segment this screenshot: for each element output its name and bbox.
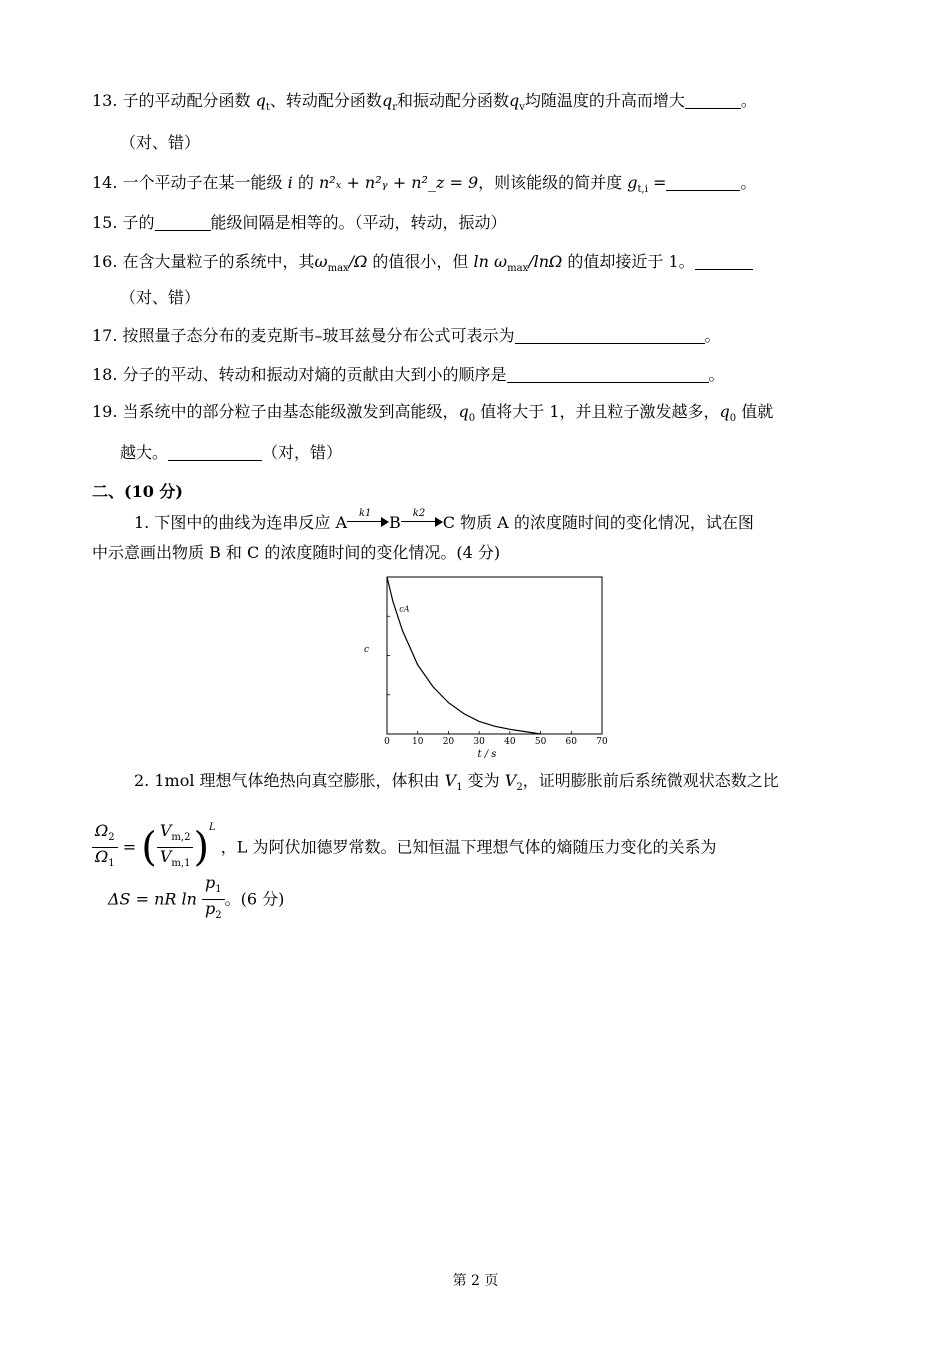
q13-qv: q bbox=[508, 91, 520, 110]
q13-end: 。 bbox=[740, 91, 757, 110]
q16-mid: 的值很小，但 bbox=[367, 252, 474, 271]
omega1: Ω bbox=[95, 847, 109, 866]
q13-qr-sub: r bbox=[392, 102, 397, 114]
pressure-ratio bbox=[202, 874, 225, 925]
problem-1-line1 bbox=[134, 508, 754, 534]
q19-q0a: q bbox=[458, 402, 469, 421]
question-14 bbox=[92, 172, 756, 201]
series-ca-label: cA bbox=[399, 604, 410, 614]
p2-text-a: 2. 1mol 理想气体绝热向真空膨胀，体积由 bbox=[134, 771, 445, 790]
q16-omega: ω bbox=[314, 252, 328, 271]
p1-text-b: C 物质 A 的浓度随时间的变化情况，试在图 bbox=[442, 513, 754, 532]
q16-ln-tail: /lnΩ bbox=[528, 252, 563, 271]
q14-g: g bbox=[627, 173, 638, 192]
question-19 bbox=[92, 401, 773, 430]
q14-end: 。 bbox=[740, 173, 757, 192]
q16-omega-tail: /Ω bbox=[348, 252, 368, 271]
q13-mid1: 、转动配分函数 bbox=[269, 91, 382, 110]
q13-qt-sub: t bbox=[265, 102, 270, 114]
q14-i: i bbox=[287, 173, 293, 192]
reaction-arrow-2 bbox=[401, 508, 443, 527]
q14-equation: n²ₓ + n²ᵧ + n²_z = 9 bbox=[318, 173, 479, 192]
k1-label: k1 bbox=[359, 508, 372, 519]
q17-answer-blank[interactable] bbox=[515, 327, 705, 344]
p2: p bbox=[205, 899, 216, 919]
q19-options: （对，错） bbox=[262, 443, 343, 462]
q14-tail: ，则该能级的简并度 bbox=[478, 173, 623, 192]
q16-after: 的值却接近于 1。 bbox=[562, 252, 695, 271]
q16-options: （对、错） bbox=[120, 288, 201, 307]
p2-v1: V bbox=[444, 771, 457, 790]
y-axis-label: c bbox=[364, 645, 370, 655]
vm2: V bbox=[159, 820, 172, 840]
q16-ln-sub: max bbox=[507, 263, 529, 275]
reaction-arrow-1 bbox=[347, 508, 389, 527]
q15-before: 15. 子的 bbox=[92, 213, 155, 232]
x-axis-label: t / s bbox=[477, 749, 497, 760]
q19-q0b-sub: 0 bbox=[729, 413, 737, 425]
problem-2-line1 bbox=[134, 770, 779, 799]
p1-species-b: B bbox=[389, 513, 401, 532]
q13-qr: q bbox=[381, 91, 393, 110]
q16-ln: ln ω bbox=[473, 252, 508, 271]
omega2: Ω bbox=[95, 820, 109, 840]
q19-q0b: q bbox=[719, 402, 730, 421]
vm1-sub: m,1 bbox=[171, 858, 191, 870]
omega-ratio bbox=[92, 822, 118, 873]
q13-tail: 均随温度的升高而增大 bbox=[524, 91, 685, 110]
p2-text-b: 变为 bbox=[462, 771, 505, 790]
p2-text-c: ，证明膨胀前后系统微观状态数之比 bbox=[522, 771, 779, 790]
problem-1-line2: 中示意画出物质 B 和 C 的浓度随时间的变化情况。(4 分) bbox=[92, 543, 501, 562]
q16-before: 16. 在含大量粒子的系统中，其 bbox=[92, 252, 315, 271]
q19-q0a-sub: 0 bbox=[468, 413, 476, 425]
question-19-line2 bbox=[120, 442, 342, 464]
question-16 bbox=[92, 251, 753, 280]
p1-text-a: 1. 下图中的曲线为连串反应 A bbox=[134, 513, 347, 532]
q17-end: 。 bbox=[704, 326, 721, 345]
question-18 bbox=[92, 364, 725, 386]
x-tick-label: 10 bbox=[411, 737, 424, 747]
plot-frame bbox=[387, 577, 602, 734]
problem-2-line3 bbox=[108, 874, 284, 925]
q18-end: 。 bbox=[708, 365, 725, 384]
q13-qv-sub: v bbox=[519, 102, 525, 114]
x-tick-label: 70 bbox=[596, 737, 608, 747]
p2-sub: 2 bbox=[215, 910, 222, 922]
q19-answer-blank[interactable] bbox=[168, 444, 262, 461]
exponent-l: L bbox=[209, 822, 216, 833]
page-footer: 第 2 页 bbox=[452, 1273, 499, 1289]
entropy-equation: ΔS = nR ln bbox=[108, 889, 197, 909]
q14-text: 14. 一个平动子在某一能级 bbox=[92, 173, 283, 192]
x-tick-label: 50 bbox=[534, 737, 547, 747]
x-tick-label: 20 bbox=[442, 737, 455, 747]
x-tick-label: 40 bbox=[504, 737, 516, 747]
q15-answer-blank[interactable] bbox=[155, 214, 211, 231]
q13-text: 13. 子的平动配分函数 bbox=[92, 91, 251, 110]
q16-answer-blank[interactable] bbox=[695, 253, 753, 270]
p1: p bbox=[205, 873, 216, 892]
q14-of: 的 bbox=[292, 173, 314, 192]
q13-options: （对、错） bbox=[120, 133, 201, 152]
vm1: V bbox=[159, 847, 172, 866]
omega1-sub: 1 bbox=[108, 858, 115, 870]
series-ca-line bbox=[387, 577, 541, 734]
concentration-chart bbox=[350, 574, 620, 764]
problem-2-line2: $\frac{\Omega_2}{\Omega_1}$ = ( $\frac{V_{m,2}}{V_{m,1}}$ )$^L$ ，L 为阿伏加德罗常数。已知恒温下理想气体的熵随压力变化的关系为 bbox=[92, 808, 717, 873]
p2-v1-sub: 1 bbox=[456, 782, 463, 794]
q19-text1: 19. 当系统中的部分粒子由基态能级激发到高能级， bbox=[92, 402, 459, 421]
q13-answer-blank[interactable] bbox=[685, 92, 741, 109]
x-tick-label: 30 bbox=[473, 737, 485, 747]
question-15 bbox=[92, 212, 507, 234]
q14-answer-blank[interactable] bbox=[666, 174, 740, 191]
q18-answer-blank[interactable] bbox=[507, 366, 709, 383]
question-17 bbox=[92, 325, 721, 347]
vm2-sub: m,2 bbox=[171, 832, 191, 843]
q13-qt: q bbox=[255, 91, 266, 110]
section-2-heading: 二、(10 分) bbox=[92, 482, 183, 501]
q14-g-sub: t,i bbox=[637, 184, 648, 196]
p2-v2-sub: 2 bbox=[516, 782, 523, 794]
q15-after: 能级间隔是相等的。（平动，转动，振动） bbox=[210, 213, 507, 232]
q16-omega-sub: max bbox=[327, 263, 349, 275]
q19-tail: 值就 bbox=[736, 402, 774, 421]
x-tick-label: 0 bbox=[384, 737, 390, 747]
q18-text: 18. 分子的平动、转动和振动对熵的贡献由大到小的顺序是 bbox=[92, 365, 507, 384]
k2-label: k2 bbox=[412, 508, 426, 519]
p2-line3-tail: 。(6 分) bbox=[224, 889, 285, 909]
x-tick-label: 60 bbox=[565, 737, 578, 747]
omega2-sub: 2 bbox=[108, 832, 115, 843]
q17-text: 17. 按照量子态分布的麦克斯韦–玻耳兹曼分布公式可表示为 bbox=[92, 326, 515, 345]
p1-sub: 1 bbox=[215, 884, 222, 896]
q19-text2: 越大。 bbox=[120, 443, 169, 462]
p2-v2: V bbox=[504, 771, 517, 790]
x-ticks bbox=[384, 731, 608, 747]
volume-ratio bbox=[157, 822, 194, 873]
q19-mid: 值将大于 1，并且粒子激发越多， bbox=[475, 402, 720, 421]
q13-mid2: 和振动配分函数 bbox=[396, 91, 509, 110]
q14-equals: = bbox=[647, 173, 667, 192]
p2-line2-text: ，L 为阿伏加德罗常数。已知恒温下理想气体的熵随压力变化的关系为 bbox=[220, 837, 717, 857]
question-13 bbox=[92, 90, 757, 119]
